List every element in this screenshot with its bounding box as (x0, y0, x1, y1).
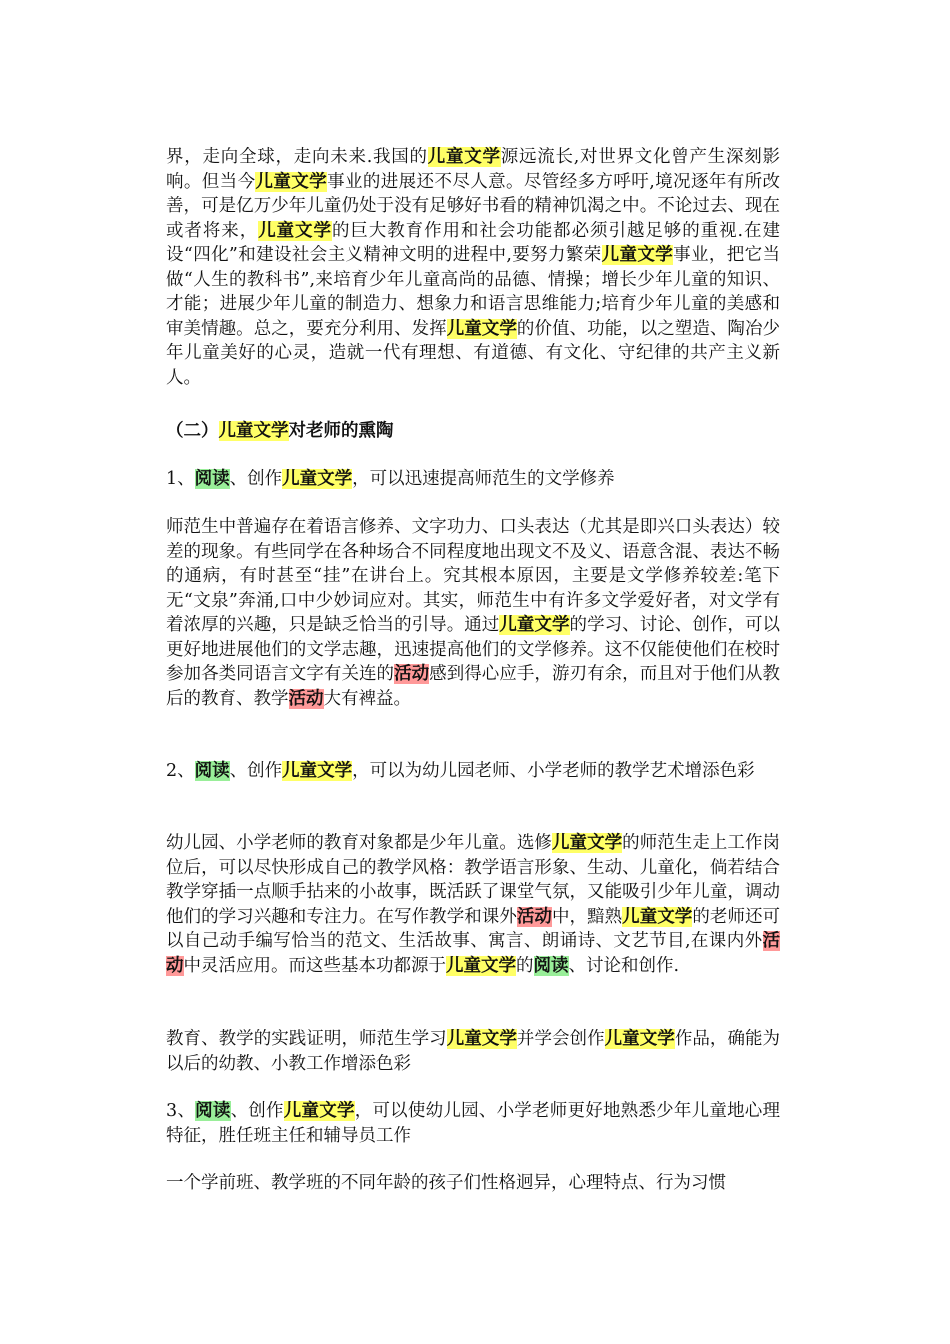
highlight-children-literature: 儿童文学 (446, 955, 516, 976)
text-run: 一个学前班、教学班的不同年龄的孩子们性格迥异，心理特点、行为习惯 (166, 1173, 726, 1193)
text-run: 源远流长,对世界文化曾产生深刻影响。但当今 (166, 147, 781, 192)
highlight-children-literature: 儿童文学 (427, 147, 501, 167)
highlight-activity: 活动 (516, 906, 552, 927)
para-3 (166, 1027, 780, 1076)
text-run: 事业，把它当做“人生的教科书”,来培育少年儿童高尚的品德、情操；增长少年儿童的知识、才能；进展少年儿童的制造力、想象力和语言思维能力;培育少年儿童的美感和审美情趣。总之，要充分利用、发挥 (166, 245, 781, 339)
text-run: ，可以为幼儿园老师、小学老师的教学艺术增添色彩 (352, 761, 755, 781)
highlight-activity: 活动 (288, 688, 324, 709)
highlight-children-literature: 儿童文学 (283, 1101, 355, 1121)
text-run: 感到得心应手，游刃有余，而且对于他们从教后的教育、教学 (166, 664, 781, 709)
text-run: 对老师的熏陶 (288, 421, 394, 441)
text-run: 的 (516, 955, 534, 976)
text-run: 2、 (166, 761, 195, 781)
text-run: 的学习、讨论、创作，可以更好地进展他们的文学志趣，迅速提高他们的文学修养。这不仅能使他们在校时参加各类同语言文字有关连的 (166, 615, 781, 684)
text-run: 的师范生走上工作岗位后，可以尽快形成自己的教学风格：教学语言形象、生动、儿童化，倘若结合教学穿插一点顺手拈来的小故事，既活跃了课堂气氛，又能吸引少年儿童，调动他们的学习兴趣和专注力。在写作教学和课外 (166, 833, 781, 927)
highlight-reading: 阅读 (533, 955, 569, 976)
highlight-reading: 阅读 (194, 761, 230, 781)
text-run: 教育、教学的实践证明，师范生学习 (166, 1029, 447, 1049)
text-run: ，可以使幼儿园、小学老师更好地熟悉少年儿童地心理特征，胜任班主任和辅导员工作 (166, 1101, 781, 1146)
text-run: 大有裨益。 (323, 688, 411, 709)
highlight-children-literature: 儿童文学 (499, 615, 570, 635)
highlight-reading: 阅读 (195, 1101, 231, 1121)
highlight-children-literature: 儿童文学 (255, 171, 328, 192)
subheading-2 (166, 759, 780, 784)
text-run: 界，走向全球，走向未来.我国的 (166, 147, 428, 167)
subheading-3 (166, 1099, 780, 1148)
text-run: 的老师还可以自己动手编写恰当的范文、生活故事、寓言、朗诵诗、文艺节目,在课内外 (166, 906, 781, 951)
text-run: 的巨大教育作用和社会功能都必须引越足够的重视.在建设“四化”和建设社会主义精神文明的进程中,要努力繁荣 (166, 220, 780, 265)
para-1 (166, 515, 780, 711)
text-run: 师范生中普遍存在着语言修养、文字功力、口头表达（尤其是即兴口头表达）较差的现象。有些同学在各种场合不同程度地出现文不及义、语意含混、表达不畅的通病，有时甚至“挂”在讲台上。究其根本原因，主要是文学修养较差:笔下无“文泉”奔涌,口中少妙词应对。其实，师范生中有许多文学爱好者，对文学有着浓厚的兴趣，只是缺乏恰当的引导。通过 (166, 517, 780, 635)
highlight-children-literature: 儿童文学 (258, 220, 332, 241)
text-run: 中灵活应用。而这些基本功都源于 (183, 955, 446, 976)
text-run: 、创作 (230, 1101, 284, 1121)
para-intro-continued (166, 145, 780, 390)
highlight-activity: 活动 (394, 664, 430, 684)
highlight-children-literature: 儿童文学 (218, 421, 289, 441)
highlight-children-literature: 儿童文学 (282, 469, 353, 489)
para-2 (166, 831, 780, 978)
subheading-1 (166, 467, 780, 492)
highlight-children-literature: 儿童文学 (622, 906, 693, 927)
highlight-reading: 阅读 (194, 469, 230, 489)
para-4 (166, 1171, 780, 1196)
text-run: 并学会创作 (516, 1029, 605, 1049)
text-run: 、创作 (229, 761, 283, 781)
text-run: 作品，确能为以后的幼教、小教工作增添色彩 (166, 1029, 781, 1074)
highlight-children-literature: 儿童文学 (282, 761, 353, 781)
text-run: 、讨论和创作. (568, 955, 680, 976)
text-run: ，可以迅速提高师范生的文学修养 (352, 469, 615, 489)
highlight-children-literature: 儿童文学 (601, 245, 674, 265)
highlight-activity: 活动 (166, 931, 780, 976)
highlight-children-literature: 儿童文学 (551, 833, 623, 853)
highlight-children-literature: 儿童文学 (604, 1029, 675, 1049)
text-run: 幼儿园、小学老师的教育对象都是少年儿童。选修 (166, 833, 552, 853)
highlight-children-literature: 儿童文学 (446, 318, 517, 339)
text-run: 的价值、功能，以之塑造、陶冶少年儿童美好的心灵，造就一代有理想、有道德、有文化、守纪律的共产主义新人。 (166, 318, 781, 388)
text-run: （二） (166, 421, 219, 441)
text-run: 3、 (166, 1101, 196, 1121)
text-run: 中，黯熟 (551, 906, 623, 927)
section-heading-2 (166, 419, 780, 444)
text-run: 1、 (166, 469, 195, 489)
highlight-children-literature: 儿童文学 (446, 1029, 517, 1049)
text-run: 、创作 (229, 469, 283, 489)
text-run: 事业的进展还不尽人意。尽管经多方呼吁,境况逐年有所改善，可是亿万少年儿童仍处于没有足够好书看的精神饥渴之中。不论过去、现在或者将来， (166, 171, 781, 241)
